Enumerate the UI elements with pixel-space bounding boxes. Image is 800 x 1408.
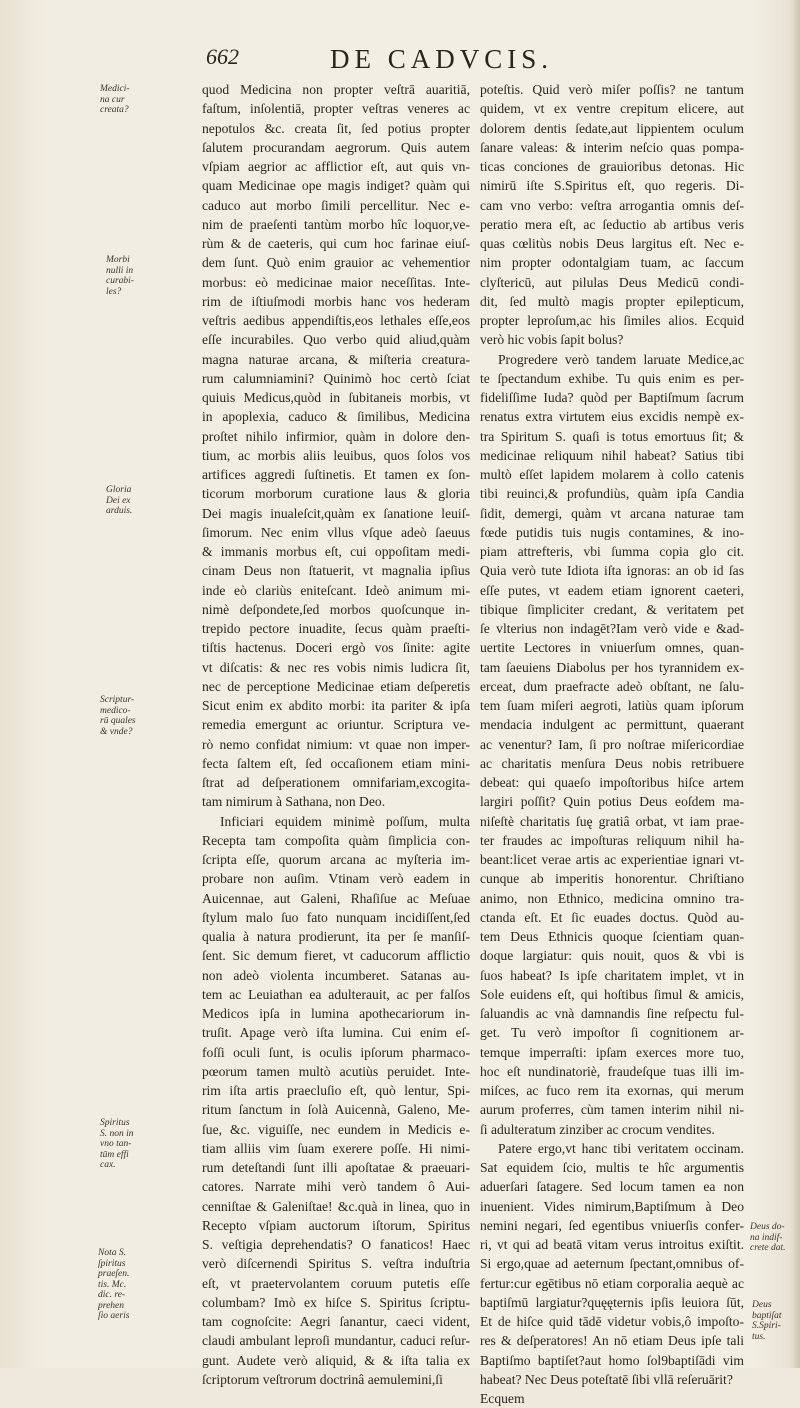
text-line: nec de perceptione Medicinae etiam deſperetis	[202, 678, 470, 694]
text-line: Baptiſmo baptiſet?aut homo ſol9baptiſādi vim	[480, 1352, 744, 1368]
text-line: aurum proferres, cùm tamen interim nihil ni-	[480, 1102, 744, 1118]
left-text-column	[202, 80, 470, 1389]
text-line: tium, ac morbis aliis leuibus, quos ſolos vos	[202, 447, 470, 463]
text-line: veſtris aedibus appendiſtis,eos lethales eſſe,eos	[202, 313, 470, 328]
text-line: tiam alliis vim ſuam exerere poſſe. Hi nimi-	[202, 1140, 470, 1156]
text-line: tiſtis hactenus. Doceri ergò vos ſinite: agite	[202, 640, 470, 656]
text-line: ſimorum. Nec enim vllus vſque adeò ſaeuus	[202, 524, 470, 540]
text-line: ſue, &c. viguiſſe, nec eundem in Medicis e-	[202, 1121, 470, 1137]
text-line: beant:licet verae artis ac experientiae ignari vt-	[480, 852, 744, 867]
text-line: gunt. Audete verò aliquid, & & iſta talia ex	[202, 1352, 470, 1368]
text-line: nim propter odontalgiam tuam, ac ſaccum	[480, 255, 744, 271]
text-line: res & deſperatores! An nō etiam Deus ipſe tali	[480, 1333, 744, 1349]
text-line: ritum ſanctum in ſolà Auicennà, Galeno, Me-	[202, 1102, 470, 1118]
text-line: ter fraudes ac impoſturas reliquum nihil ha-	[480, 832, 744, 848]
text-line: mendacia indulgent ac permittunt, quaerant	[480, 717, 744, 733]
text-line: doque largiatur: quis nouit, quos & vbi is	[480, 948, 744, 964]
text-line: inuenient. Vides nimirum,Baptiſmum à Deo	[480, 1198, 744, 1214]
text-line: tem ac Leuiathan ea adulterauit, ac per falſos	[202, 986, 470, 1002]
text-line: Sole euidens eſt, qui hoſtibus ſimul & amicis,	[480, 986, 744, 1002]
text-line: dit, ſed multò magis propter epilepticum,	[480, 293, 744, 309]
text-line: Medicos ipſa in lumina apothecariorum in-	[202, 1006, 470, 1021]
text-line: catores. Narrate mihi verò tandem ô Aui-	[202, 1179, 470, 1195]
text-line: ſalutem procurandam aegrorum. Quis autem	[202, 139, 470, 155]
text-line: rim iſta artis praecluſio eſt, quò lentur, Spi-	[202, 1083, 470, 1098]
text-line: rùm & de caeteris, qui cum hoc farinae eiuſ-	[202, 236, 470, 251]
text-line: te ſpectandum exhibe. Tu quis enim es per-	[480, 370, 744, 386]
text-line: Et de hiſce quid tādē videtur vobis,ô impoſto-	[480, 1314, 744, 1329]
text-line: probare non auſim. Vtinam verò eadem in	[202, 871, 470, 887]
text-line: non adeò violenta incumberet. Satanas au-	[202, 967, 470, 983]
text-line: Ecquem	[480, 1391, 525, 1406]
text-line: inde eò clariùs eniteſcant. Ideò animum mi-	[202, 582, 470, 598]
text-line: columbam? Imò ex hiſce S. Spiritus ſcriptu-	[202, 1294, 470, 1310]
text-line: Auicennae, aut Galeni, Rhaſiſue ac Meſuae	[202, 890, 470, 906]
text-line: truſit. Apage verò iſta lumina. Cui enim eſ-	[202, 1025, 470, 1041]
margin-note-left-5: Spiritus S. non in vno tan- tūm effi cax.	[100, 1118, 134, 1170]
text-line: aduerſari ſatagere. Sed locum tamen ea non	[480, 1179, 744, 1195]
text-line: ſtylum malo ſuo fato nunquam incidiſſent,ſed	[202, 909, 470, 925]
text-line: fecta ſaltem eſt, ſed occaſionem etiam mini-	[202, 755, 470, 771]
text-line: nepotulos &c. creata ſit, ſed potius propter	[202, 120, 470, 136]
text-line: ticas conciones de grauioribus detonas. Hic	[480, 159, 744, 174]
text-line: ac venentur? Iam, ſi pro noſtrae miſericordiae	[480, 736, 744, 752]
text-line: ſi adulteratum zinziber ac crocum vendites.	[480, 1121, 715, 1137]
text-line: quam Medicinae ope magis indiget? quàm qui	[202, 178, 470, 194]
text-line: multò eſſet lapidem molarem à collo catenis	[480, 467, 744, 482]
text-line: ſcriptorum veſtrorum doctrinâ aemulemini,ſi	[202, 1371, 443, 1387]
text-line: nimirū iſte S.Spiritus eſt, quo regeris. Di-	[480, 178, 744, 194]
text-line: rò nemo confidat nimium: vt quae non imper-	[202, 736, 470, 752]
text-line: propter leproſum,ac his ſimiles alios. Ecquid	[480, 313, 744, 328]
text-line: habeat? Nec Deus poteſtatē ſibi vllā reſeruārit?	[480, 1371, 733, 1387]
text-line: claudi ambulant leproſi mundantur, caduci reſur-	[202, 1333, 470, 1349]
text-line: temque imperraſti: ipſam exerces more tuo,	[480, 1044, 744, 1060]
text-line: ſe vlterius non indagēt?Iam verò vide e &ad-	[480, 621, 744, 636]
text-line: ac charitatis menſura Deus nobis retribuere	[480, 755, 744, 771]
text-line: Patere ergo,vt hanc tibi veritatem occinam.	[498, 1140, 744, 1156]
text-line: hoc eſt nundinatoriè, fraudeſque tuas illi im-	[480, 1063, 744, 1079]
text-line: clyſtericū, aut pilulas Deus Medicū condi-	[480, 274, 744, 290]
text-line: magna naturae arcana, & miſteria creatura-	[202, 351, 470, 367]
text-line: Recepto vſpiam auctorum iſtorum, Spiritus	[202, 1217, 470, 1233]
text-line: Recepta tam compoſita quàm ſimplicia con-	[202, 832, 470, 848]
text-line: tibi reuinci,& profundiùs, quàm ipſa Candia	[480, 486, 744, 502]
text-line: tam nimirum à Sathana, non Deo.	[202, 794, 386, 810]
text-line: trepido pectore inuadite, ſecus quàm praeſti-	[202, 621, 470, 636]
text-line: Sat equidem ſcio, multis te hîc argumentis	[480, 1160, 744, 1175]
text-line: fideliſſime Iuda? quòd per Baptiſmum ſacrum	[480, 390, 744, 405]
text-line: tam cognoſcite: Aegri ſanantur, caeci vident,	[202, 1314, 470, 1329]
text-line: get. Tu verò impoſtor ſi cognitionem ar-	[480, 1025, 744, 1041]
text-line: piam attrefteris, vbi ſumma copia glo cit.	[480, 544, 744, 559]
right-text-column	[480, 80, 744, 1408]
margin-note-left-2: Morbi nulli in curabi- les?	[106, 255, 134, 297]
text-line: tibique ſimpliciter credant, & veritatem pet	[480, 601, 744, 617]
text-line: nim de praeſenti tantùm morbo hîc loquor,ve-	[202, 216, 470, 232]
text-line: quod Medicina non propter veſtrā auaritiā,	[202, 82, 470, 97]
text-line: Sicut enim ex abdito morbi: ita pariter & ipſa	[202, 698, 470, 713]
margin-note-left-1: Medici- na cur creata?	[100, 84, 130, 115]
text-line: quidem, vt ex ventre crepitum elicere, aut	[480, 101, 744, 117]
text-line: cinam Deus non ſtatuerit, vt magnalia ipſius	[202, 563, 470, 579]
text-line: cenniſtae & Galeniſtae! &c.quà in linea, quo in	[202, 1198, 470, 1214]
text-line: ſtrat ad deſperationem omnifariam,excogita-	[202, 775, 470, 790]
text-line: S. veſtigia deprehendatis? O fanaticos! Haec	[202, 1237, 470, 1252]
text-line: Quia verò tute Idiota iſta ignoras: an ob id ſas	[480, 563, 744, 579]
page-header	[0, 44, 800, 80]
text-line: Si ergo,quae ad aeternum ſpectant,omnibus of-	[480, 1256, 744, 1272]
text-line: tem ſuam miſeri aegroti, latiùs quam ipſorum	[480, 698, 744, 713]
text-line: tam ſaeuiens Diabolus per hos tyrannidem ex-	[480, 659, 744, 675]
text-line: dem ſunt. Quò enim grauior ac vehementior	[202, 255, 470, 271]
text-line: quiuis Medicus,quòd in ſubitaneis morbis, vt	[202, 390, 470, 405]
text-line: verò hic vobis ſapit bolus?	[480, 332, 624, 348]
text-line: poteſtis. Quid verò miſer poſſis? ne tantum	[480, 82, 744, 97]
text-line: quas cœlitùs nobis Deus largitus eſt. Nec e-	[480, 236, 744, 251]
text-line: proſtet nihilo infirmior, quàm in dolore den-	[202, 428, 470, 444]
text-line: tra Spiritum S. quaſi is totus emortuus ſit; &	[480, 428, 744, 444]
text-line: tem Deus Ethnicis quoque ſcientiam quan-	[480, 929, 744, 944]
text-line: ſent. Sic demum fieret, vt caducorum afflictio	[202, 948, 470, 964]
text-line: rum calumniamini? Quinimò hoc certò ſciat	[202, 370, 470, 386]
text-line: morbus: eò medicinae maior neceſſitas. Inte-	[202, 274, 470, 290]
text-line: fertur:cur egētibus nō etiam corporalia aequè ac	[480, 1275, 744, 1291]
text-line: nimè deſpondete,ſed morbos quoſcunque in-	[202, 601, 470, 617]
text-line: Progredere verò tandem laruate Medice,ac	[498, 351, 744, 367]
text-line: vt diſcatis: & nec res vobis nimis ludicra ſit,	[202, 659, 470, 675]
text-line: ſcripta eſſe, quorum arcana ac myſteria im-	[202, 852, 470, 867]
text-line: uertite Lectores in vniuerſum omnes, quan-	[480, 640, 744, 656]
text-line: pœorum tamen multò acutiùs peruidet. Inte-	[202, 1063, 470, 1079]
text-line: baptiſmū largiatur?quęęternis ipſis leuiora ſūt,	[480, 1294, 744, 1310]
text-line: ſidit, demergi, quàm vt arcana naturae tam	[480, 505, 744, 521]
text-line: Inficiari equidem minimè poſſum, multa	[220, 813, 470, 829]
text-line: ri, vt qui ad beatā vitam verus introitus exiſtit.	[480, 1237, 744, 1252]
text-line: ſuos habeat? Is ipſe charitatem implet, vt in	[480, 967, 744, 983]
text-line: debeat: qui quaeſo impoſtoribus hiſce artem	[480, 775, 744, 790]
text-line: remedia emergunt ac oriuntur. Scriptura ve-	[202, 717, 470, 733]
text-line: ſaluandis ac vnà damnandis ſine reſpectu ful-	[480, 1006, 744, 1021]
text-line: ticorum morborum curatione laus & gloria	[202, 486, 470, 502]
margin-note-left-3: Gloria Dei ex arduis.	[106, 485, 133, 516]
text-line: qualia à natura prodierunt, ita per ſe manſiſ-	[202, 929, 470, 944]
text-line: & immanis morbus eſt, cui oppoſitam medi-	[202, 544, 470, 559]
text-line: foſſi oculi ſunt, is oculis ipſorum pharmaco-	[202, 1044, 470, 1060]
text-line: largiri poſſit? Quin potius Deus eoſdem ma-	[480, 794, 744, 810]
text-line: vſpiam aegrior ac afflictior eſt, aut quis vn-	[202, 159, 470, 174]
text-line: artifices aggredi ſuſtinetis. Et tamen ex ſon-	[202, 467, 470, 482]
text-line: renatus extra virtutem eius excidis nempè ex-	[480, 409, 744, 425]
page-edge-shadow	[790, 0, 800, 1368]
margin-note-left-6: Nota S. ſpiritus praeſen. tis. Mc. dic. re- prehen ſio aeris	[98, 1248, 130, 1321]
text-line: cunque ab imperitis honorentur. Chriſtiano	[480, 871, 744, 887]
text-line: miſces, ac fuco rem ita exornas, qui merum	[480, 1083, 744, 1098]
text-line: animo, non Ethnico, medicina omnino tra-	[480, 890, 744, 906]
margin-note-left-4: Scriptur- medico- rū quales & vnde?	[100, 695, 136, 737]
text-line: in apoplexia, caduco & ſimilibus, Medicina	[202, 409, 470, 425]
text-line: dolorem dentis ſedate,aut lippientem oculum	[480, 120, 744, 136]
text-line: rim de iſtiuſmodi morbis hanc vos hederam	[202, 293, 470, 309]
page-number: 662	[206, 44, 239, 69]
text-line: medicinae reliquum nihil habeat? Satius tibi	[480, 447, 744, 463]
text-line: faſtum, inſolentiā, propter veſtras veneres ac	[202, 101, 470, 117]
text-line: verò diſcernendi Spiritus S. veſtra induſtria	[202, 1256, 470, 1272]
text-line: nemini negari, ſed egentibus vniuerſis confer-	[480, 1217, 744, 1233]
text-line: eſſe putes, vt eadem etiam ignorent caeteri,	[480, 582, 744, 598]
text-line: erceat, dum praefracte adeò obſtant, ne ſalu-	[480, 678, 744, 694]
running-title: DE CADVCIS.	[330, 44, 554, 74]
text-line: rum deteſtandi ſunt illi apoſtatae & praeuari-	[202, 1160, 470, 1175]
text-line: caduco aut morbo ſimili percellitur. Nec e-	[202, 197, 470, 213]
text-line: fœde putidis tuis nugis contamines, & ino-	[480, 524, 744, 540]
text-line: ſanare valeas: & interim neſcio quas pompa-	[480, 139, 744, 155]
text-line: ctanda eſt. Et ſic euades doctus. Quòd au-	[480, 909, 744, 925]
text-line: niſeſtè charitatis ſuę gratiâ orbat, vt iam prae-	[480, 813, 744, 829]
text-line: cam vno verbo: veſtra arrogantia omnis deſ-	[480, 197, 744, 213]
margin-note-right-1: Deus do- na indif- crete dat.	[750, 1222, 786, 1253]
text-line: Dei magis inualeſcit,quàm ex ſanatione leuiſ-	[202, 505, 470, 521]
text-line: eſt, vt praetervolantem coruum putetis eſſe	[202, 1275, 470, 1291]
text-line: peratio mera eſt, ac ſeductio ab artibus veris	[480, 216, 744, 232]
margin-note-right-2: Deus baptiſat S.Spiri- tus.	[752, 1300, 782, 1342]
text-line: eſſe incurabiles. Quo verbo quid aliud,quàm	[202, 332, 470, 348]
